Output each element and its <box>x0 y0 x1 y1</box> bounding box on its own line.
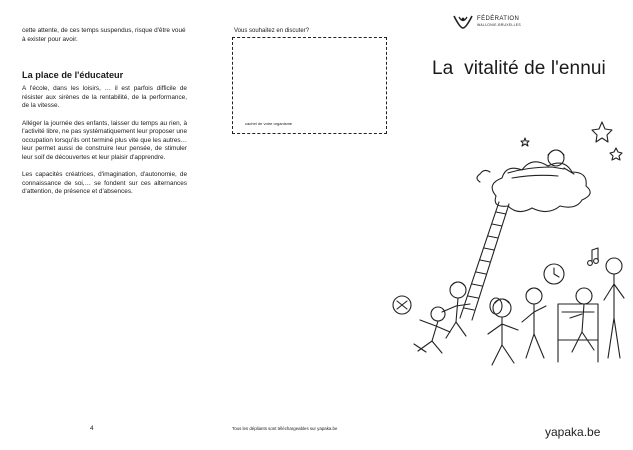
body-paragraph-2: Alléger la journée des enfants, laisser du temps au rien, à l'activité libre, ne pas systématiquement leur proposer une occupation lorsqu'ils ont terminé plus vite que les autres… leur permet aussi de construire leur pensée, de stimuler leur soif de découvertes et leur plaisir d'apprendre. <box>22 119 187 161</box>
yapaka-brand: yapaka.be <box>545 425 601 439</box>
section-heading: La place de l'éducateur <box>22 70 124 80</box>
stamp-caption: cachet de votre organisme <box>245 121 293 126</box>
discuss-label: Vous souhaitez en discuter? <box>234 28 310 34</box>
body-paragraph-3: Les capacités créatrices, d'imagination, d'autonomie, de connaissance de soi,… se fondent sur ces alternances d'attention, de présence et d'absences. <box>22 171 187 195</box>
main-title: La vitalité de l'ennui <box>432 58 606 79</box>
federation-logo <box>452 14 521 30</box>
middle-column <box>232 27 392 134</box>
intro-paragraph: cette attente, de ces temps suspendus, risque d'être voué à exister pour avoir. <box>22 27 186 43</box>
logo-line2: WALLONIE-BRUXELLES <box>477 23 521 27</box>
footer-note: Tous les dépliants sont téléchargeables sur yapaka.be <box>232 426 338 431</box>
body-paragraph-1: A l'école, dans les loisirs, … il est parfois difficile de résister aux sirènes de la rentabilité, de la performance, de la vitesse. <box>22 85 187 109</box>
logo-text <box>477 16 521 28</box>
page-number: 4 <box>90 425 94 432</box>
logo-line1: FÉDÉRATION <box>477 16 520 22</box>
left-column <box>22 27 187 206</box>
federation-logo-icon <box>452 14 474 30</box>
children-ladder-cloud-illustration <box>388 118 628 376</box>
stamp-box <box>232 37 387 134</box>
